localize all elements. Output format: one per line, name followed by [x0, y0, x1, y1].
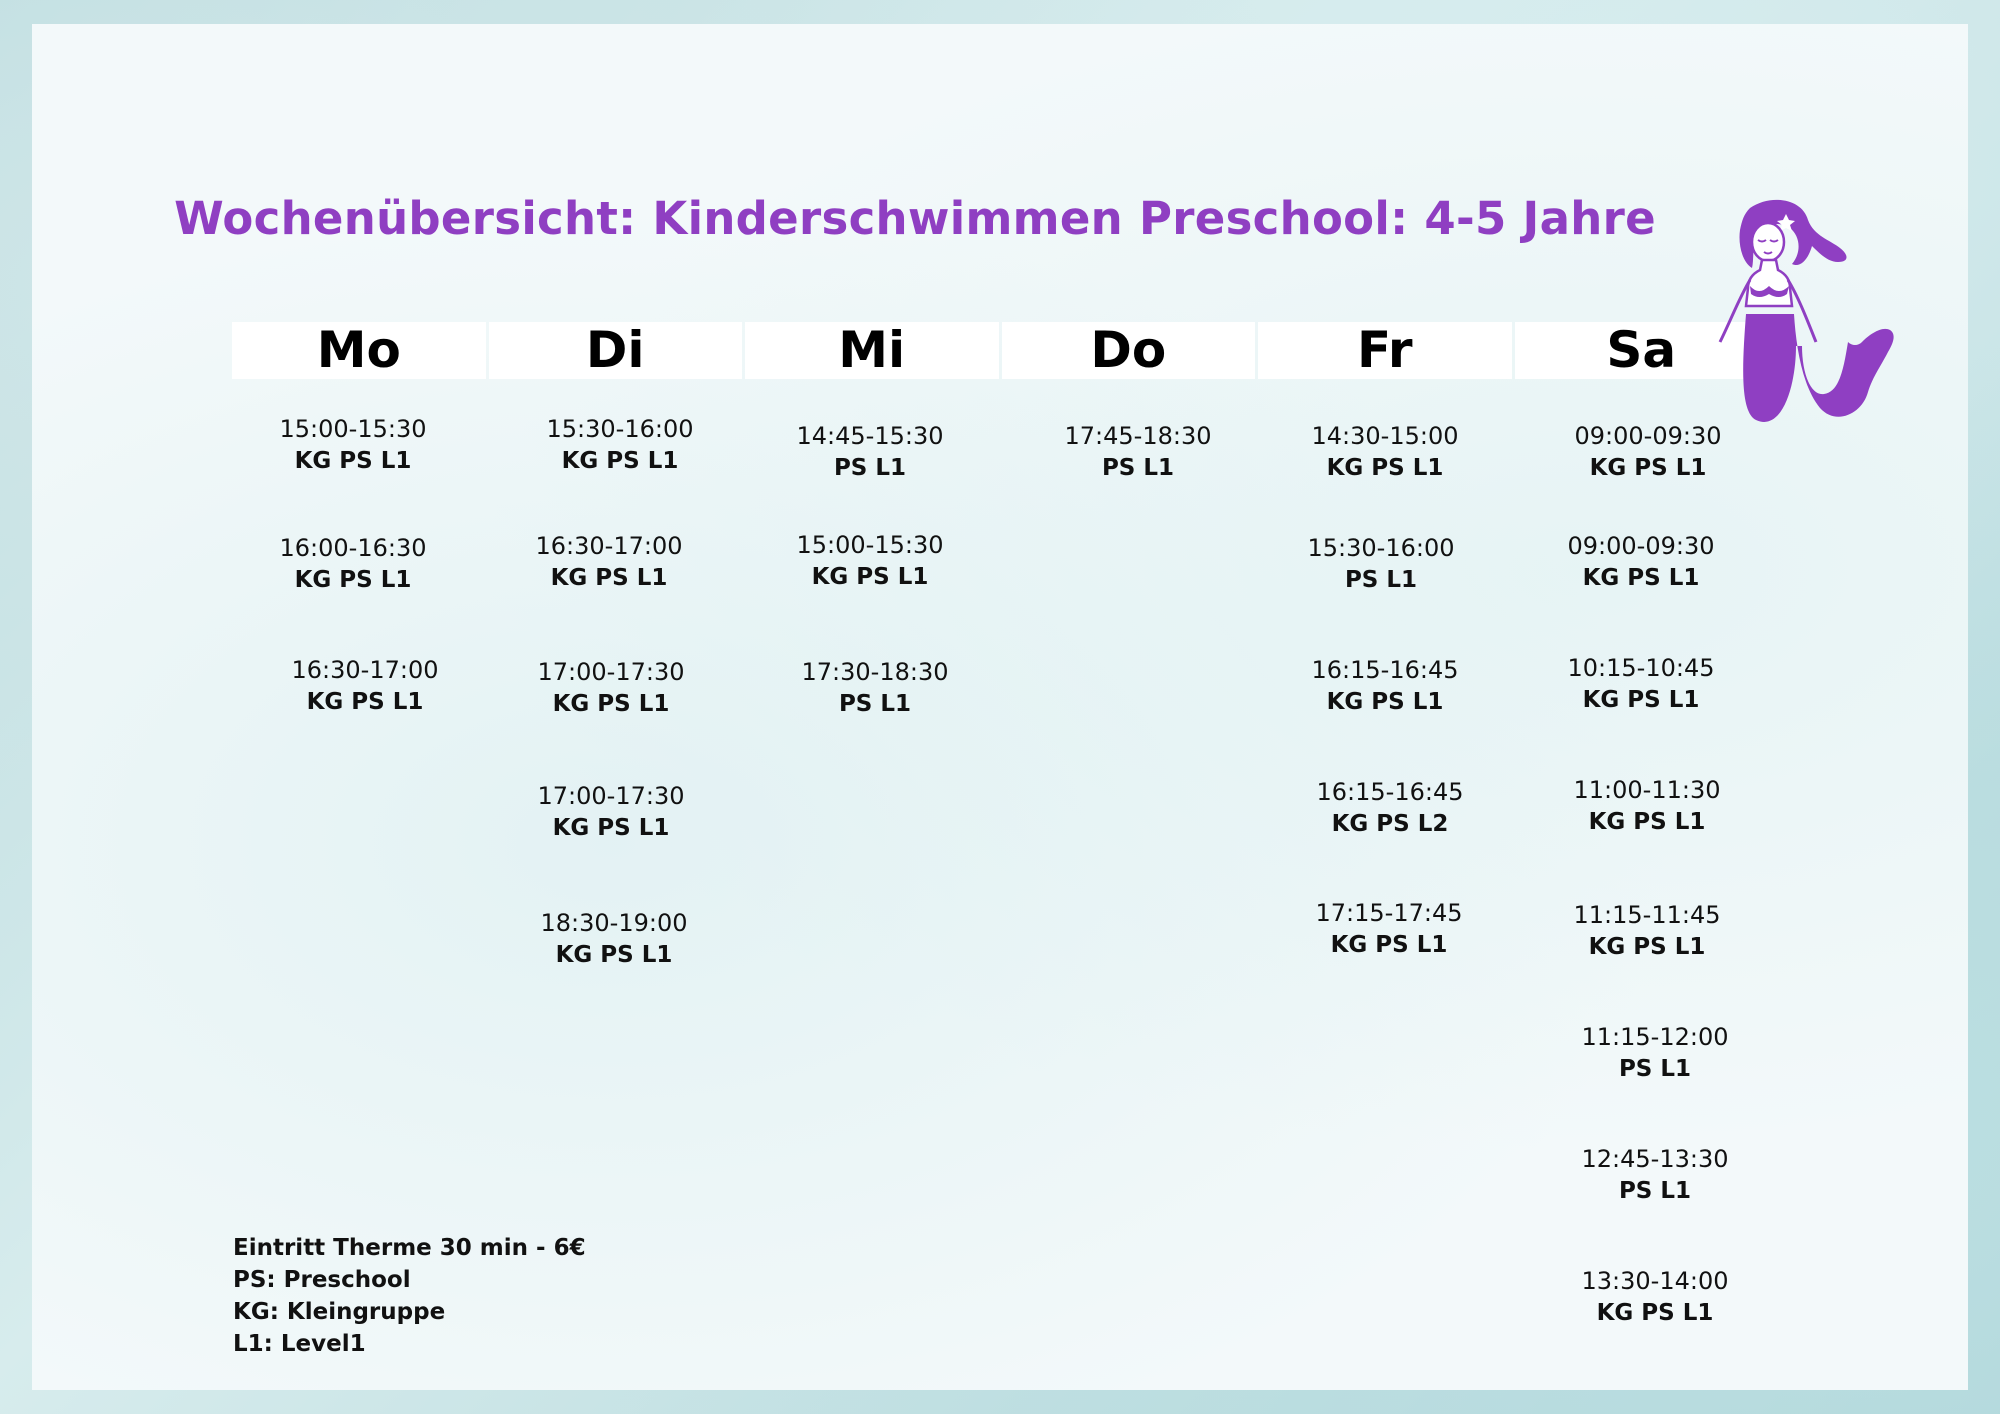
slot	[747, 656, 1003, 720]
slot	[1010, 420, 1266, 484]
slot-time: 17:30-18:30	[801, 658, 949, 686]
slot-group: KG PS L1	[1589, 455, 1707, 481]
slot	[1261, 897, 1517, 961]
slot-group: KG PS L1	[1588, 809, 1706, 835]
slot	[1519, 899, 1775, 963]
slot-group: KG PS L1	[561, 448, 679, 474]
slot-time: 16:15-16:45	[1316, 778, 1464, 806]
legend-entry: Eintritt Therme 30 min - 6€	[233, 1235, 586, 1261]
slot-time: 11:00-11:30	[1573, 776, 1721, 804]
day-header-fr: Fr	[1258, 322, 1512, 379]
day-header-do: Do	[1002, 322, 1256, 379]
slot-time: 15:00-15:30	[279, 415, 427, 443]
slot-group: KG PS L1	[306, 689, 424, 715]
day-header-mo: Mo	[232, 322, 486, 379]
slot-group: KG PS L1	[1588, 934, 1706, 960]
day-header-mi: Mi	[745, 322, 999, 379]
slot	[1513, 530, 1769, 594]
slot	[1257, 654, 1513, 718]
slot-time: 15:30-16:00	[546, 415, 694, 443]
page-title: Wochenübersicht: Kinderschwimmen Preschool: 4-5 Jahre	[174, 192, 1656, 245]
slot-group: KG PS L1	[555, 942, 673, 968]
legend-entry: L1: Level1	[233, 1331, 366, 1357]
slot	[1257, 420, 1513, 484]
slot	[225, 413, 481, 477]
slot-group: PS L1	[1101, 455, 1175, 481]
legend-entry: KG: Kleingruppe	[233, 1299, 446, 1325]
slot-group: KG PS L1	[294, 448, 412, 474]
slot-group: PS L1	[833, 455, 907, 481]
slot	[1527, 1143, 1783, 1207]
slot-group: KG PS L1	[550, 565, 668, 591]
slot-group: PS L1	[1618, 1178, 1692, 1204]
slot	[1262, 776, 1518, 840]
day-column-do	[1001, 0, 1257, 1414]
slot-group: PS L1	[838, 691, 912, 717]
slot	[237, 654, 493, 718]
legend-entry: PS: Preschool	[233, 1267, 411, 1293]
slot-time: 18:30-19:00	[540, 909, 688, 937]
slot-time: 16:30-17:00	[535, 532, 683, 560]
slot-time: 15:00-15:30	[796, 531, 944, 559]
slot-time: 15:30-16:00	[1307, 534, 1455, 562]
slot-group: KG PS L1	[1582, 687, 1700, 713]
slot-time: 16:00-16:30	[279, 534, 427, 562]
slot	[483, 656, 739, 720]
day-header-sa: Sa	[1515, 322, 1769, 379]
slot-group: PS L1	[1344, 567, 1418, 593]
slot-time: 17:00-17:30	[537, 782, 685, 810]
slot-time: 13:30-14:00	[1581, 1267, 1729, 1295]
slot	[742, 529, 998, 593]
slot-time: 09:00-09:30	[1567, 532, 1715, 560]
slot-time: 17:15-17:45	[1315, 899, 1463, 927]
slot	[742, 420, 998, 484]
slot-group: KG PS L1	[1582, 565, 1700, 591]
slot	[1527, 1265, 1783, 1329]
slot	[225, 532, 481, 596]
slot	[483, 780, 739, 844]
slot	[492, 413, 748, 477]
slot-time: 11:15-11:45	[1573, 901, 1721, 929]
slot-time: 17:00-17:30	[537, 658, 685, 686]
day-column-di	[489, 0, 745, 1414]
slot-group: KG PS L1	[1326, 455, 1444, 481]
legend	[233, 1232, 586, 1360]
slot-time: 16:30-17:00	[291, 656, 439, 684]
day-column-mo	[233, 0, 489, 1414]
slot-group: KG PS L1	[1330, 932, 1448, 958]
slot-time: 14:30-15:00	[1311, 422, 1459, 450]
day-column-fr	[1257, 0, 1513, 1414]
slot	[1513, 652, 1769, 716]
slot-time: 09:00-09:30	[1574, 422, 1722, 450]
slot	[1253, 532, 1509, 596]
day-column-mi	[745, 0, 1001, 1414]
slot-group: KG PS L2	[1331, 811, 1449, 837]
slot-time: 16:15-16:45	[1311, 656, 1459, 684]
slot-group: KG PS L1	[552, 815, 670, 841]
slot-time: 11:15-12:00	[1581, 1023, 1729, 1051]
day-header-di: Di	[489, 322, 743, 379]
slot-group: PS L1	[1618, 1056, 1692, 1082]
slot-group: KG PS L1	[1596, 1300, 1714, 1326]
slot-time: 12:45-13:30	[1581, 1145, 1729, 1173]
slot-group: KG PS L1	[294, 567, 412, 593]
slot-time: 14:45-15:30	[796, 422, 944, 450]
slot-group: KG PS L1	[552, 691, 670, 717]
slot-group: KG PS L1	[1326, 689, 1444, 715]
slot-time: 17:45-18:30	[1064, 422, 1212, 450]
slot	[1527, 1021, 1783, 1085]
slot-group: KG PS L1	[811, 564, 929, 590]
slot-time: 10:15-10:45	[1567, 654, 1715, 682]
slot	[486, 907, 742, 971]
slot	[481, 530, 737, 594]
mermaid-icon	[1712, 196, 1896, 432]
slot	[1519, 774, 1775, 838]
